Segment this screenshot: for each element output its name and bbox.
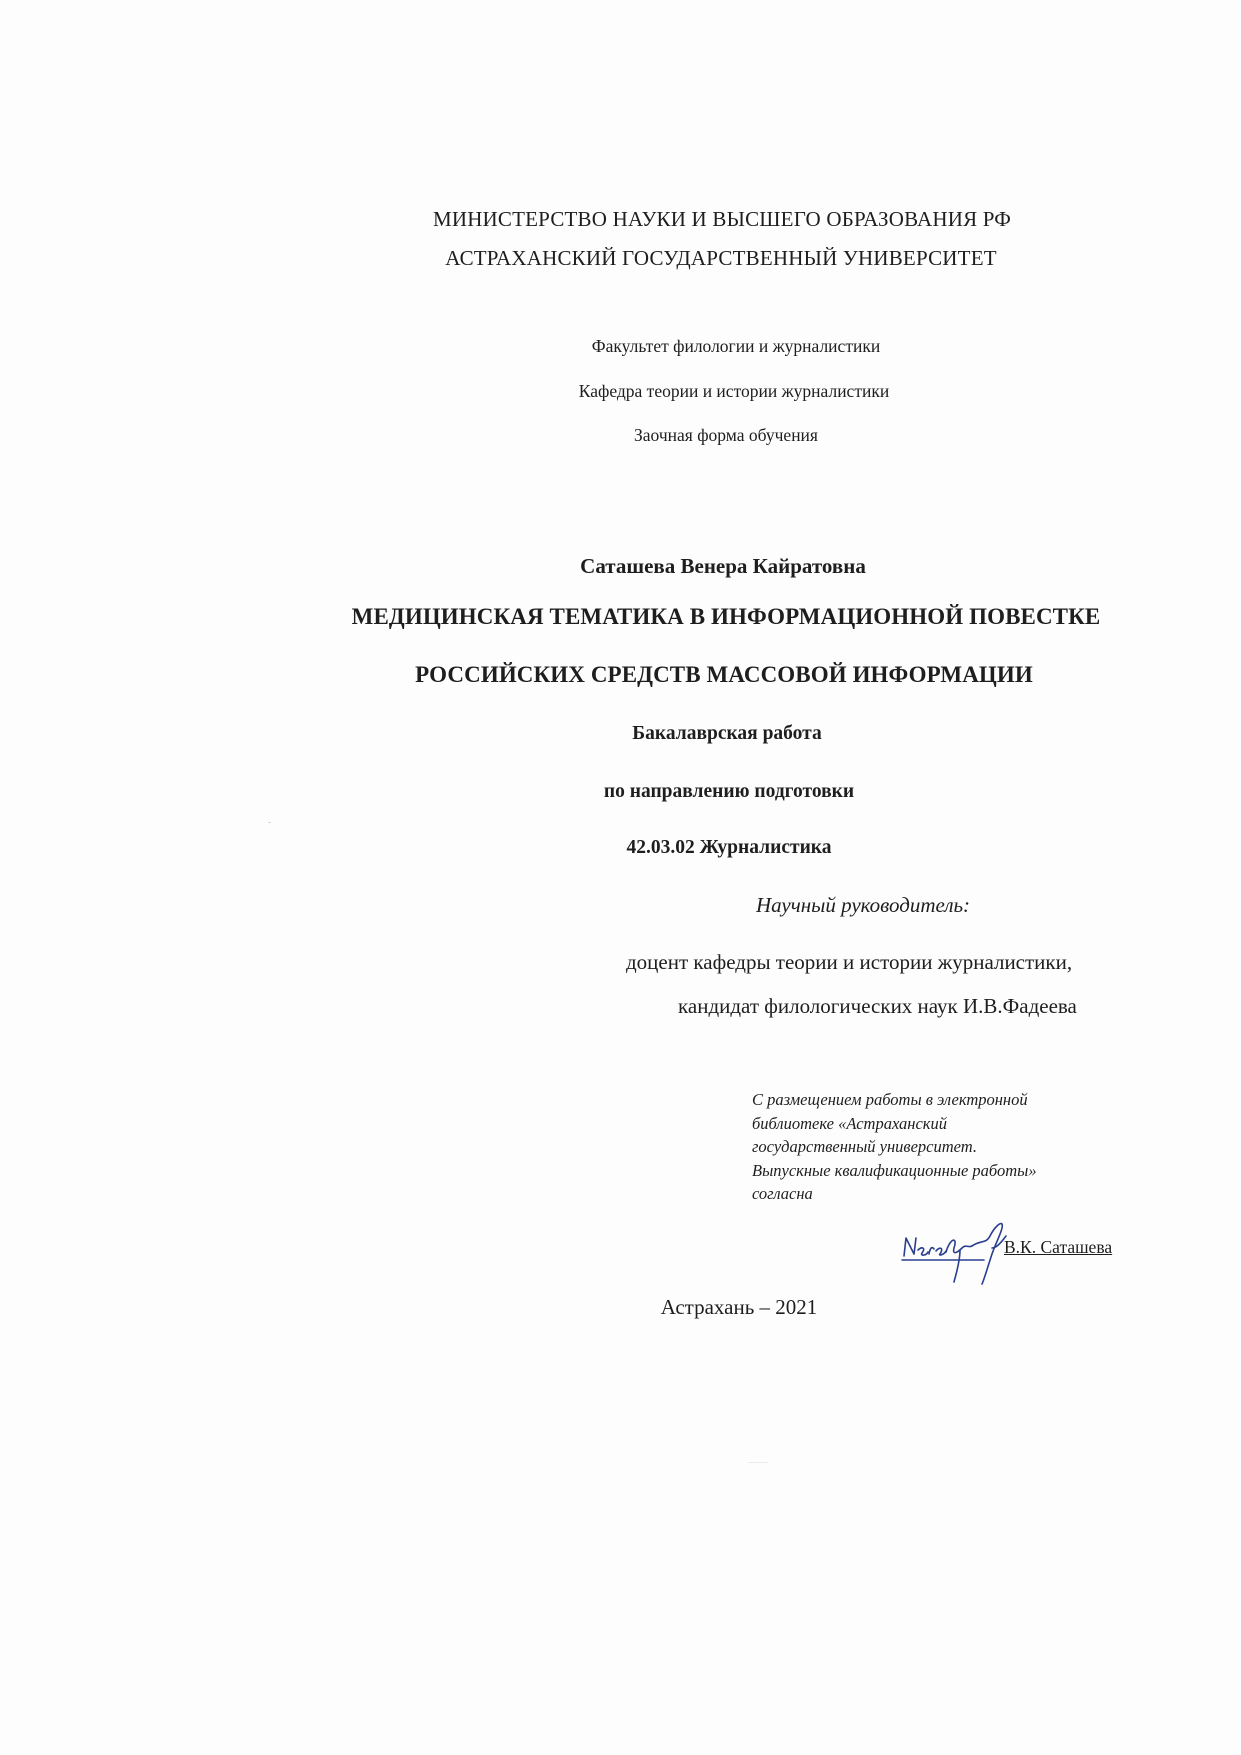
consent-line: Выпускные квалификационные работы» [752,1160,1037,1180]
scan-speck [748,1462,768,1463]
thesis-title-line-1: МЕДИЦИНСКАЯ ТЕМАТИКА В ИНФОРМАЦИОННОЙ ПОВЕСТКЕ [351,604,1101,629]
supervisor-degree-name: кандидат филологических наук И.В.Фадеева [678,994,1077,1018]
department-name: Кафедра теории и истории журналистики [578,381,890,401]
study-form: Заочная форма обучения [634,425,818,445]
consent-statement [752,1088,1037,1206]
supervisor-label: Научный руководитель: [756,893,971,917]
scan-speck [268,822,271,823]
consent-line: государственный университет. [752,1137,977,1156]
city-year: Астрахань – 2021 [660,1295,818,1319]
direction-label: по направлению подготовки [603,781,855,802]
faculty-name: Факультет филологии и журналистики [591,336,881,356]
thesis-title-line-2: РОССИЙСКИХ СРЕДСТВ МАССОВОЙ ИНФОРМАЦИИ [415,662,1033,687]
consent-line: согласна [752,1184,813,1203]
specialty: 42.03.02 Журналистика [626,837,832,858]
author-name: Саташева Венера Кайратовна [580,554,866,578]
supervisor-position: доцент кафедры теории и истории журналистики, [626,950,1073,974]
ministry-name: МИНИСТЕРСТВО НАУКИ И ВЫСШЕГО ОБРАЗОВАНИЯ РФ [432,207,1012,231]
signer-name: В.К. Саташева [1004,1237,1113,1257]
work-type: Бакалаврская работа [632,723,822,744]
consent-line: библиотеке «Астраханский [752,1113,948,1133]
handwritten-signature [900,1218,1020,1288]
consent-line: С размещением работы в электронной [752,1090,1028,1109]
university-name: АСТРАХАНСКИЙ ГОСУДАРСТВЕННЫЙ УНИВЕРСИТЕТ [445,246,997,270]
